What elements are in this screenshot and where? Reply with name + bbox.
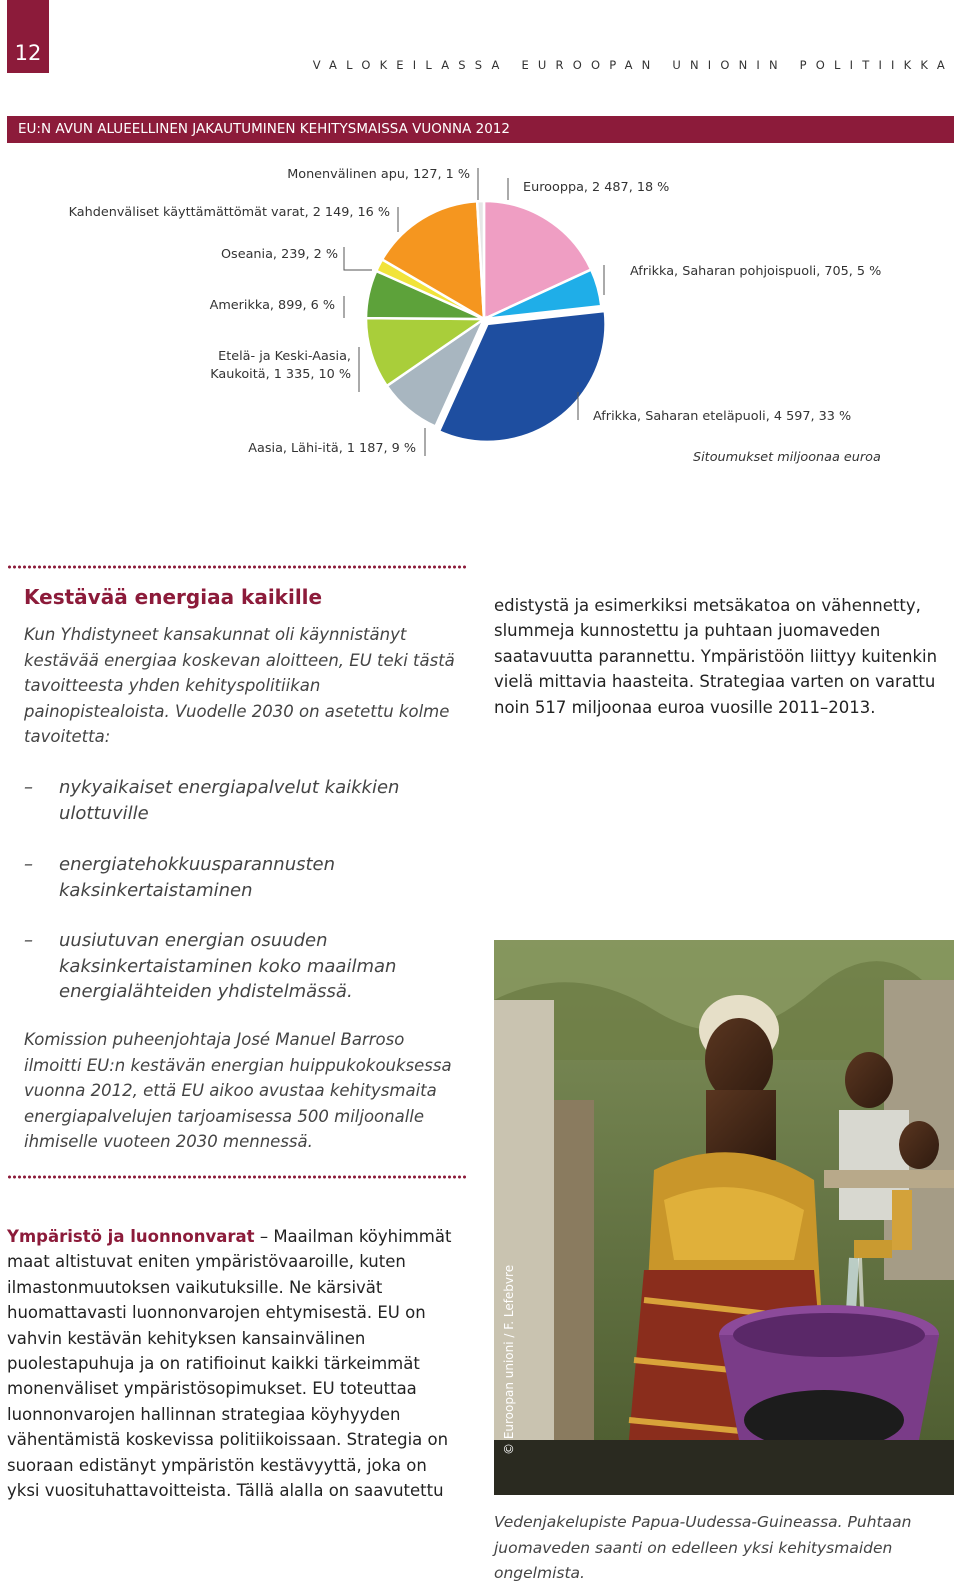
running-header: VALOKEILASSA EUROOPAN UNIONIN POLITIIKKA [312, 58, 954, 72]
page-number-badge [7, 0, 49, 73]
pie-label-afrikka-pohjois: Afrikka, Saharan pohjoispuoli, 705, 5 % [630, 264, 882, 279]
chart-unit-note: Sitoumukset miljoonaa euroa [693, 450, 881, 465]
pie-label-etela-aasia [210, 348, 351, 384]
bullet-dash: – [24, 930, 33, 951]
box-bottom-divider [7, 1175, 467, 1179]
bullet-dash: – [24, 777, 33, 798]
pie-chart [360, 195, 620, 455]
photo-caption: Vedenjakelupiste Papua-Uudessa-Guineassa. Puhtaan juomaveden saanti on edelleen yksi kehitysmaiden ongelmista. [494, 1513, 912, 1582]
pie-label-amerikka: Amerikka, 899, 6 % [209, 298, 335, 313]
box-top-divider [7, 565, 467, 569]
pie-label-etela-aasia-line2: Kaukoitä, 1 335, 10 % [210, 367, 351, 382]
environment-lead: Ympäristö ja luonnonvarat [7, 1227, 255, 1246]
pie-label-kahdenvaliset: Kahdenväliset käyttämättömät varat, 2 149, 16 % [68, 205, 390, 220]
photo-illustration [494, 940, 954, 1495]
water-point-photo [494, 940, 954, 1495]
box-closing: Komission puheenjohtaja José Manuel Barroso ilmoitti EU:n kestävän energian huippukokouksessa vuonna 2012, että EU aikoo avustaa kehitysmaita energiapalvelujen tarjoamisessa 500 miljoonalle ihmiselle vuoteen 2030 mennessä. [24, 1030, 452, 1151]
box-bullet-text: uusiutuvan energian osuuden kaksinkertaistaminen koko maailman energialähteiden yhdistelmässä. [59, 930, 397, 1002]
box-bullet-text: nykyaikaiset energiapalvelut kaikkien ulottuville [59, 777, 400, 824]
box-bullet-text: energiatehokkuusparannusten kaksinkertaistaminen [59, 854, 336, 901]
bullet-dash: – [24, 854, 33, 875]
box-intro: Kun Yhdistyneet kansakunnat oli käynnistänyt kestävää energiaa koskevan aloitteen, EU teki tästä tavoitteesta yhden kehityspolitiikan painopistealoista. Vuodelle 2030 on asetettu kolme tavoitetta: [24, 625, 455, 746]
pie-label-monenvalinen: Monenvälinen apu, 127, 1 % [287, 167, 470, 182]
pie-label-aasia-lahi-ita: Aasia, Lähi-itä, 1 187, 9 % [248, 441, 416, 456]
page-number: 12 [14, 41, 42, 65]
pie-label-afrikka-etela: Afrikka, Saharan eteläpuoli, 4 597, 33 % [593, 409, 852, 424]
pie-label-etela-aasia-line1: Etelä- ja Keski-Aasia, [218, 349, 351, 364]
pie-label-eurooppa: Eurooppa, 2 487, 18 % [523, 180, 670, 195]
box-heading: Kestävää energiaa kaikille [24, 585, 323, 609]
environment-paragraph [7, 1224, 457, 1503]
right-column-paragraph: edistystä ja esimerkiksi metsäkatoa on vähennetty, slummeja kunnostettu ja puhtaan juomaveden saatavuutta parannettu. Ympäristöön liittyy kuitenkin vielä mittavia haasteita. Strategiaa varten on varattu noin 517 miljoonaa euroa vuosille 2011–2013. [494, 596, 938, 717]
environment-text: – Maailman köyhimmät maat altistuvat eniten ympäristövaaroille, kuten ilmastonmuutoksen vaikutuksille. Ne kärsivät huomattavasti luonnonvarojen ehtymisestä. EU on vahvin kestävän kehityksen kansainvälinen puolestapuhuja ja on ratifioinut kaikki tärkeimmät monenväliset ympäristösopimukset. EU toteuttaa luonnonvarojen hallinnan strategiaa köyhyyden vähentämistä koskevissa politiikoissaan. Strategia on suoraan edistänyt ympäristön kestävyyttä, joka on yksi vuosituhattavoitteista. Tällä alalla on saavutettu [7, 1227, 452, 1501]
photo-credit: © Euroopan unioni / F. Lefebvre [502, 1264, 516, 1455]
chart-title: EU:N AVUN ALUEELLINEN JAKAUTUMINEN KEHITYSMAISSA VUONNA 2012 [18, 121, 510, 137]
chart-title-banner [7, 116, 954, 143]
pie-label-oseania: Oseania, 239, 2 % [220, 247, 338, 262]
